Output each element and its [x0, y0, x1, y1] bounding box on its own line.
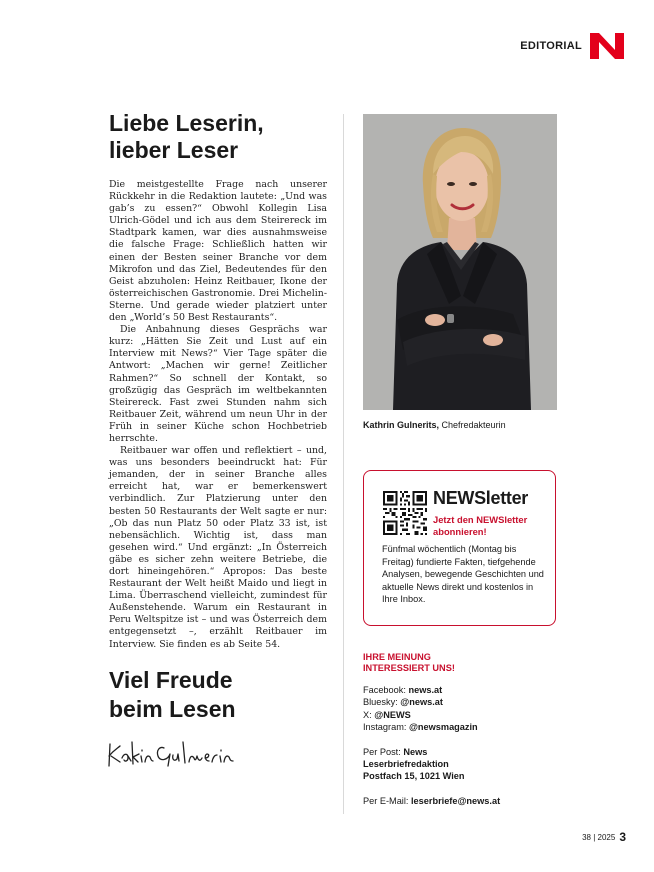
instagram-label: Instagram: — [363, 722, 407, 733]
instagram-line — [363, 721, 563, 733]
feedback-heading-line: IHRE MEINUNG — [363, 652, 431, 662]
portrait-illustration — [363, 114, 557, 410]
feedback-heading — [363, 652, 563, 674]
newsletter-description: Fünfmal wöchentlich (Montag bis Freitag) fundierte Fakten, tiefgehende Analysen, bewegende Geschichten und aktuelle News direkt und kostenlos in Ihre Inbox. — [382, 544, 544, 605]
closing-greeting — [109, 666, 236, 724]
feedback-heading-line: INTERESSIERT UNS! — [363, 663, 455, 673]
page-footer — [582, 830, 626, 844]
closing-line: Viel Freude — [109, 667, 233, 693]
facebook-label: Facebook: — [363, 685, 406, 695]
x-line — [363, 709, 563, 721]
caption-name: Kathrin Gulnerits, — [363, 420, 440, 430]
x-link[interactable]: @NEWS — [374, 709, 411, 720]
body-paragraph: Die Anbahnung dieses Gesprächs war kurz: „Hätten Sie Zeit und Lust auf ein Interview mit News?“ Vier Tage später die Antwort: „Machen wir gerne! Zeitlicher Rahmen?“ So schnell der Kontakt, so großzügig das Gespräch im weltbekannten Steirereck. Fast zwei Stunden nahm sich Reitbauer Zeit, während um neun Uhr in der Früh in seiner Küche schon Hochbetrieb herrschte. — [109, 324, 327, 444]
bluesky-link[interactable]: @news.at — [400, 697, 443, 708]
column-divider — [343, 114, 344, 814]
x-label: X: — [363, 709, 372, 720]
post-address-line — [363, 770, 563, 782]
post-address-line — [363, 758, 563, 770]
headline-line: Liebe Leserin, — [109, 110, 264, 136]
body-paragraph: Reitbauer war offen und reflektiert – und, was uns besonders beeindruckt hat: Für jemanden, der in seiner Branche alles erreicht hat, war er bemerkenswert verbindlich. Zur Platzierung unter den besten 50 Restaurants der Welt sagte er nur: „Ob das nun Platz 50 oder Platz 33 ist, ist nebensächlich. Wichtig ist, dass man gesehen wird.“ Und ergänzt: „In Österreich gäbe es sicher zehn weitere Betriebe, die dort hineingehören.“ Apropos: Das beste Restaurant der Welt heißt Maido und liegt in Lima. Überraschend vielleicht, zumindest für Außenstehende. Warum ein Restaurant in Peru Weltspitze ist – und was Österreich dem entgegensetzt –, erzählt Reitbauer im Interview. Sie finden es ab Seite 54. — [109, 445, 327, 650]
facebook-link[interactable]: news.at — [408, 685, 443, 695]
facebook-line — [363, 684, 563, 696]
post-address-text: Postfach 15, 1021 Wien — [363, 771, 465, 782]
bluesky-label: Bluesky: — [363, 697, 398, 708]
page-number: 3 — [619, 830, 626, 844]
closing-line: beim Lesen — [109, 696, 236, 722]
bluesky-line — [363, 696, 563, 708]
newsletter-box[interactable] — [363, 470, 556, 626]
qr-code-icon[interactable] — [383, 491, 427, 535]
post-label: Per Post: — [363, 746, 401, 757]
news-logo — [590, 33, 624, 59]
headline — [109, 110, 339, 164]
reader-feedback-section — [363, 652, 563, 807]
post-line — [363, 746, 563, 758]
post-address-line: News — [403, 746, 428, 757]
newsletter-subscribe-link[interactable]: Jetzt den NEWSletter abonnieren! — [433, 514, 528, 537]
portrait-photo — [363, 114, 557, 410]
email-label: Per E-Mail: — [363, 795, 409, 806]
handwritten-signature — [106, 736, 271, 770]
caption-role: Chefredakteurin — [441, 420, 506, 430]
section-label: EDITORIAL — [520, 40, 582, 52]
newsletter-title: NEWSletter — [433, 488, 529, 508]
body-paragraph: Die meistgestellte Frage nach unserer Rückkehr in die Redaktion lautete: „Und was gab’s zu essen?“ Obwohl Kollegin Lisa Ulrich-Gödel und ich aus dem Steirereck im Stadtpark kamen, war dies ausnahmsweise die falsche Frage: Schließlich hatten wir einen der Besten seiner Branche vor dem Mikrofon und das Ziel, Bedeutendes für den Geist abzuholen: Heinz Reitbauer, Ikone der österreichischen Gastronomie. Drei Michelin-Sterne. Und gerade wieder platziert unter den „World’s 50 Best Restaurants“. — [109, 179, 327, 324]
instagram-link[interactable]: @newsmagazin — [408, 722, 478, 733]
post-address-text: Leserbriefredaktion — [363, 759, 449, 770]
email-line — [363, 795, 563, 807]
editorial-body — [109, 179, 327, 651]
photo-caption — [363, 420, 506, 430]
headline-line: lieber Leser — [109, 137, 239, 163]
issue-number: 38 | 2025 — [582, 833, 616, 842]
email-link[interactable]: leserbriefe@news.at — [411, 795, 501, 806]
